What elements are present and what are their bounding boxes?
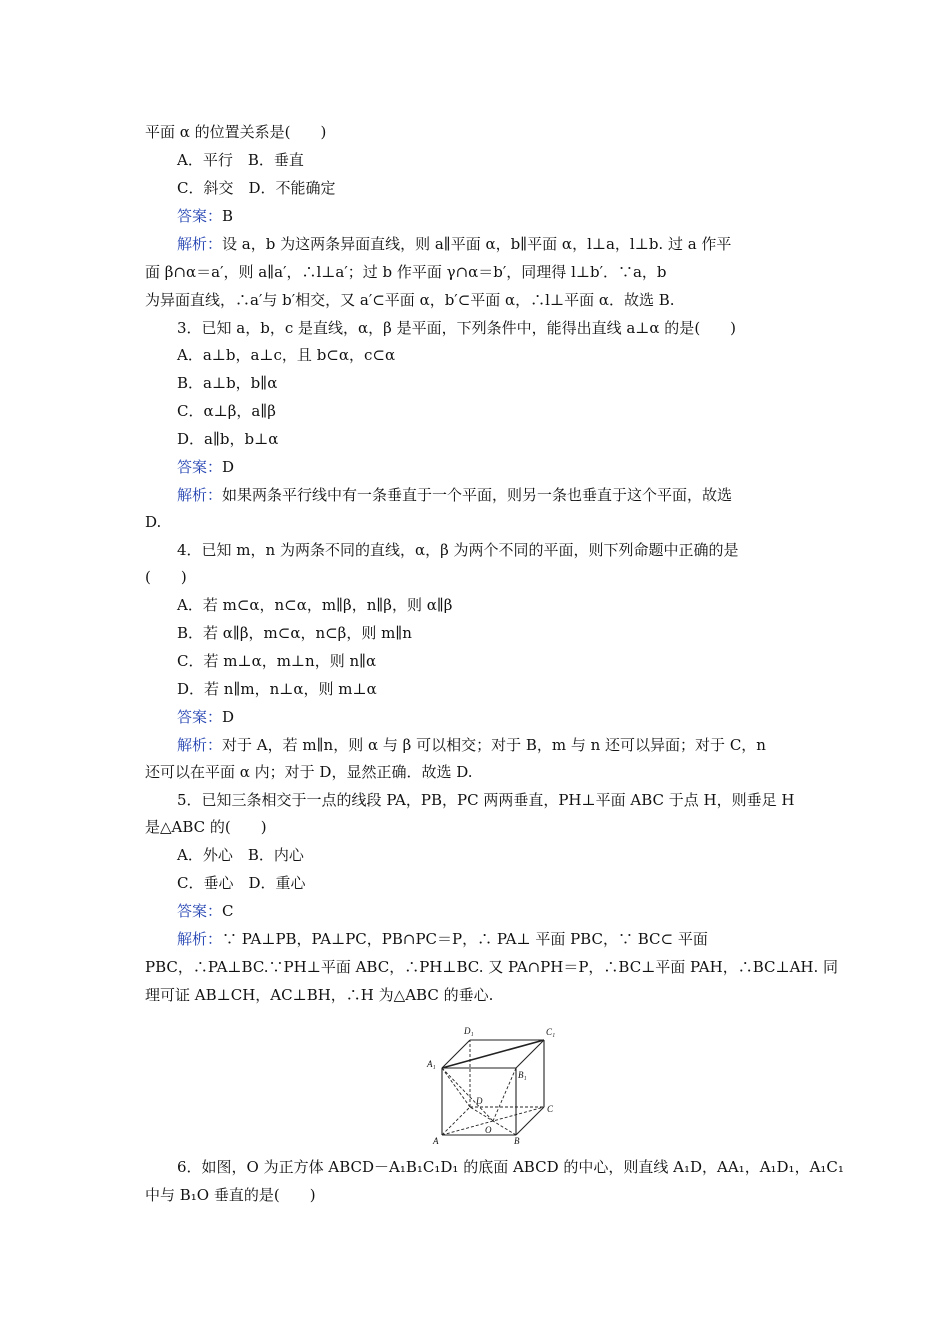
analysis-label: 解析： [177, 736, 223, 754]
q4-stem-line2: ( ) [145, 568, 187, 586]
label-d1: D₁ [464, 1026, 474, 1036]
analysis-label: 解析： [177, 930, 223, 948]
answer-label: 答案： [177, 708, 223, 726]
analysis-text: ∵ PA⊥PB，PA⊥PC，PB∩PC＝P，∴ PA⊥ 平面 PBC，∵ BC⊂ 平面 [222, 930, 708, 948]
q2-analysis-line2: 面 β∩α＝a′，则 a∥a′，∴l⊥a′；过 b 作平面 γ∩α＝b′，同理得 l⊥b′．∵a，b [145, 263, 667, 281]
diagonal-a1c1 [442, 1040, 544, 1068]
q4-analysis-line1 [177, 735, 766, 755]
label-d: D [476, 1096, 483, 1106]
q2-analysis-line1 [177, 234, 731, 254]
q4-analysis-line2: 还可以在平面 α 内；对于 D，显然正确．故选 D. [145, 763, 473, 781]
answer-value: D [222, 458, 235, 476]
hidden-line-bd [470, 1107, 516, 1135]
q2-options-row2: C．斜交 D．不能确定 [177, 179, 336, 197]
label-b1: B₁ [518, 1070, 527, 1080]
label-c: C [547, 1104, 554, 1114]
answer-value: D [222, 708, 235, 726]
answer-value: B [222, 207, 234, 225]
q2-stem-tail: 平面 α 的位置关系是( ) [145, 123, 327, 141]
q4-stem-line1: 4．已知 m，n 为两条不同的直线，α，β 为两个不同的平面，则下列命题中正确的是 [177, 541, 739, 559]
answer-label: 答案： [177, 207, 223, 225]
q3-analysis-line2: D. [145, 513, 162, 531]
hidden-line-a1d [442, 1068, 470, 1107]
q5-options-row2: C．垂心 D．重心 [177, 874, 306, 892]
q6-stem-line1: 6．如图，O 为正方体 ABCD－A₁B₁C₁D₁ 的底面 ABCD 的中心，则直线 A₁D，AA₁，A₁D₁，A₁C₁ [177, 1158, 844, 1176]
q5-stem-line2: 是△ABC 的( ) [145, 818, 267, 836]
answer-label: 答案： [177, 902, 223, 920]
q3-option-a: A．a⊥b，a⊥c，且 b⊂α，c⊂α [177, 346, 396, 364]
analysis-text: 如果两条平行线中有一条垂直于一个平面，则另一条也垂直于这个平面，故选 [222, 486, 733, 504]
q2-answer [177, 206, 233, 226]
analysis-label: 解析： [177, 486, 223, 504]
q5-analysis-line1 [177, 929, 708, 949]
answer-label: 答案： [177, 458, 223, 476]
q2-analysis-line3: 为异面直线，∴a′与 b′相交，又 a′⊂平面 α，b′⊂平面 α，∴l⊥平面 α．故选 B. [145, 291, 675, 309]
hidden-line-b1o [493, 1068, 516, 1121]
q4-answer [177, 707, 234, 727]
q3-stem: 3．已知 a，b，c 是直线，α，β 是平面，下列条件中，能得出直线 a⊥α 的是( ) [177, 319, 737, 337]
analysis-text: 设 a，b 为这两条异面直线，则 a∥平面 α，b∥平面 α，l⊥a，l⊥b. 过 a 作平 [222, 235, 732, 253]
q5-analysis-line2: PBC，∴PA⊥BC.∵PH⊥平面 ABC，∴PH⊥BC. 又 PA∩PH＝P，∴BC⊥平面 PAH，∴BC⊥AH. 同 [145, 958, 839, 976]
q5-options-row1: A．外心 B．内心 [177, 846, 304, 864]
cube-figure [415, 1020, 595, 1150]
q5-stem-line1: 5．已知三条相交于一点的线段 PA，PB，PC 两两垂直，PH⊥平面 ABC 于点 H，则垂足 H [177, 791, 795, 809]
analysis-text: 对于 A，若 m∥n，则 α 与 β 可以相交；对于 B，m 与 n 还可以异面；对于 C，n [222, 736, 766, 754]
q5-analysis-line3: 理可证 AB⊥CH，AC⊥BH，∴H 为△ABC 的垂心. [145, 986, 494, 1004]
analysis-label: 解析： [177, 235, 223, 253]
q4-option-a: A．若 m⊂α，n⊂α，m∥β，n∥β，则 α∥β [177, 596, 453, 614]
q2-options-row1: A．平行 B．垂直 [177, 151, 304, 169]
label-c1: C₁ [546, 1027, 556, 1037]
q3-option-c: C．α⊥β，a∥β [177, 402, 276, 420]
q5-answer [177, 901, 234, 921]
q4-option-d: D．若 n∥m，n⊥α，则 m⊥α [177, 680, 377, 698]
q4-option-c: C．若 m⊥α，m⊥n，则 n∥α [177, 652, 377, 670]
q6-stem-line2: 中与 B₁O 垂直的是( ) [145, 1186, 316, 1204]
label-o: O [485, 1125, 492, 1135]
label-a: A [433, 1136, 439, 1146]
answer-value: C [222, 902, 234, 920]
q3-analysis-line1 [177, 485, 732, 505]
label-a1: A₁ [427, 1059, 436, 1069]
hidden-edge-ad [442, 1107, 470, 1135]
hidden-line-a1o [442, 1068, 493, 1121]
q3-option-d: D．a∥b，b⊥α [177, 430, 279, 448]
q3-answer [177, 457, 234, 477]
q4-option-b: B．若 α∥β，m⊂α，n⊂β，则 m∥n [177, 624, 412, 642]
q3-option-b: B．a⊥b，b∥α [177, 374, 278, 392]
label-b: B [514, 1136, 520, 1146]
